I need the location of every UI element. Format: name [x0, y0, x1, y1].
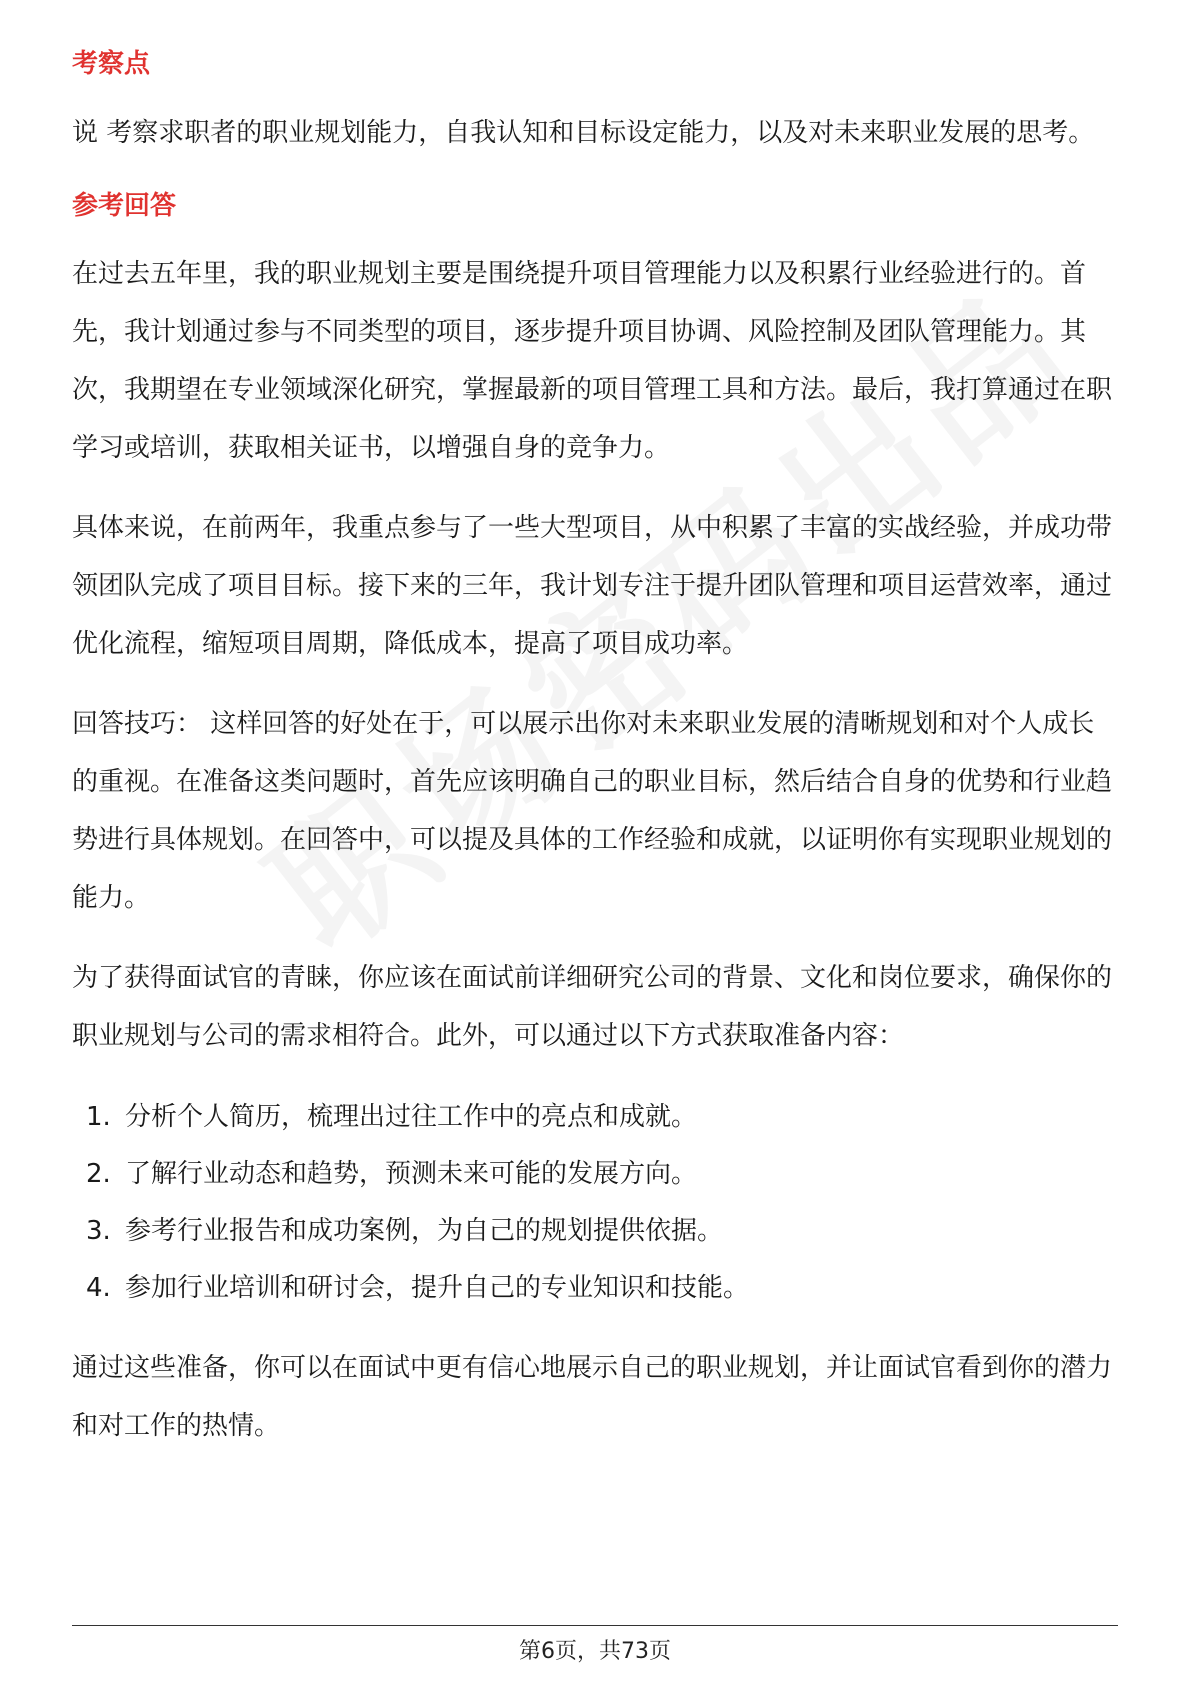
list-item-number: 3.	[86, 1216, 111, 1247]
answer-tips-paragraph: 回答技巧： 这样回答的好处在于，可以展示出你对未来职业发展的清晰规划和对个人成长的重视。在准备这类问题时，首先应该明确自己的职业目标，然后结合自身的优势和行业趋势进行具体规划。在回答中，可以提及具体的工作经验和成就，以证明你有实现职业规划的能力。	[72, 709, 1113, 914]
preparation-list	[72, 1089, 1118, 1317]
closing-paragraph: 通过这些准备，你可以在面试中更有信心地展示自己的职业规划，并让面试官看到你的潜力和对工作的热情。	[72, 1353, 1113, 1442]
list-item	[72, 1146, 1118, 1203]
list-item-number: 2.	[86, 1159, 111, 1190]
focus-text: 说 考察求职者的职业规划能力，自我认知和目标设定能力，以及对未来职业发展的思考。	[72, 117, 1095, 148]
list-item-text: 参考行业报告和成功案例，为自己的规划提供依据。	[125, 1216, 724, 1247]
list-item	[72, 1203, 1118, 1260]
page-number: 第6页，共73页	[519, 1639, 671, 1664]
list-item-number: 4.	[86, 1273, 111, 1304]
list-item-text: 分析个人简历，梳理出过往工作中的亮点和成就。	[125, 1102, 698, 1133]
section-heading-focus: 考察点	[72, 49, 151, 79]
footer-divider	[72, 1625, 1118, 1626]
answer-paragraph-1: 在过去五年里，我的职业规划主要是围绕提升项目管理能力以及积累行业经验进行的。首先，我计划通过参与不同类型的项目，逐步提升项目协调、风险控制及团队管理能力。其次，我期望在专业领域深化研究，掌握最新的项目管理工具和方法。最后，我打算通过在职学习或培训，获取相关证书，以增强自身的竞争力。	[72, 259, 1113, 464]
list-item-number: 1.	[86, 1102, 111, 1133]
list-item-text: 参加行业培训和研讨会，提升自己的专业知识和技能。	[125, 1273, 750, 1304]
answer-paragraph-4: 为了获得面试官的青睐，你应该在面试前详细研究公司的背景、文化和岗位要求，确保你的职业规划与公司的需求相符合。此外，可以通过以下方式获取准备内容：	[72, 963, 1113, 1052]
list-item	[72, 1260, 1118, 1317]
list-item-text: 了解行业动态和趋势，预测未来可能的发展方向。	[125, 1159, 698, 1190]
document-page	[72, 44, 1118, 1455]
section-heading-answer: 参考回答	[72, 190, 177, 221]
list-item	[72, 1089, 1118, 1146]
answer-paragraph-2: 具体来说，在前两年，我重点参与了一些大型项目，从中积累了丰富的实战经验，并成功带领团队完成了项目目标。接下来的三年，我计划专注于提升团队管理和项目运营效率，通过优化流程，缩短项目周期，降低成本，提高了项目成功率。	[72, 513, 1113, 660]
